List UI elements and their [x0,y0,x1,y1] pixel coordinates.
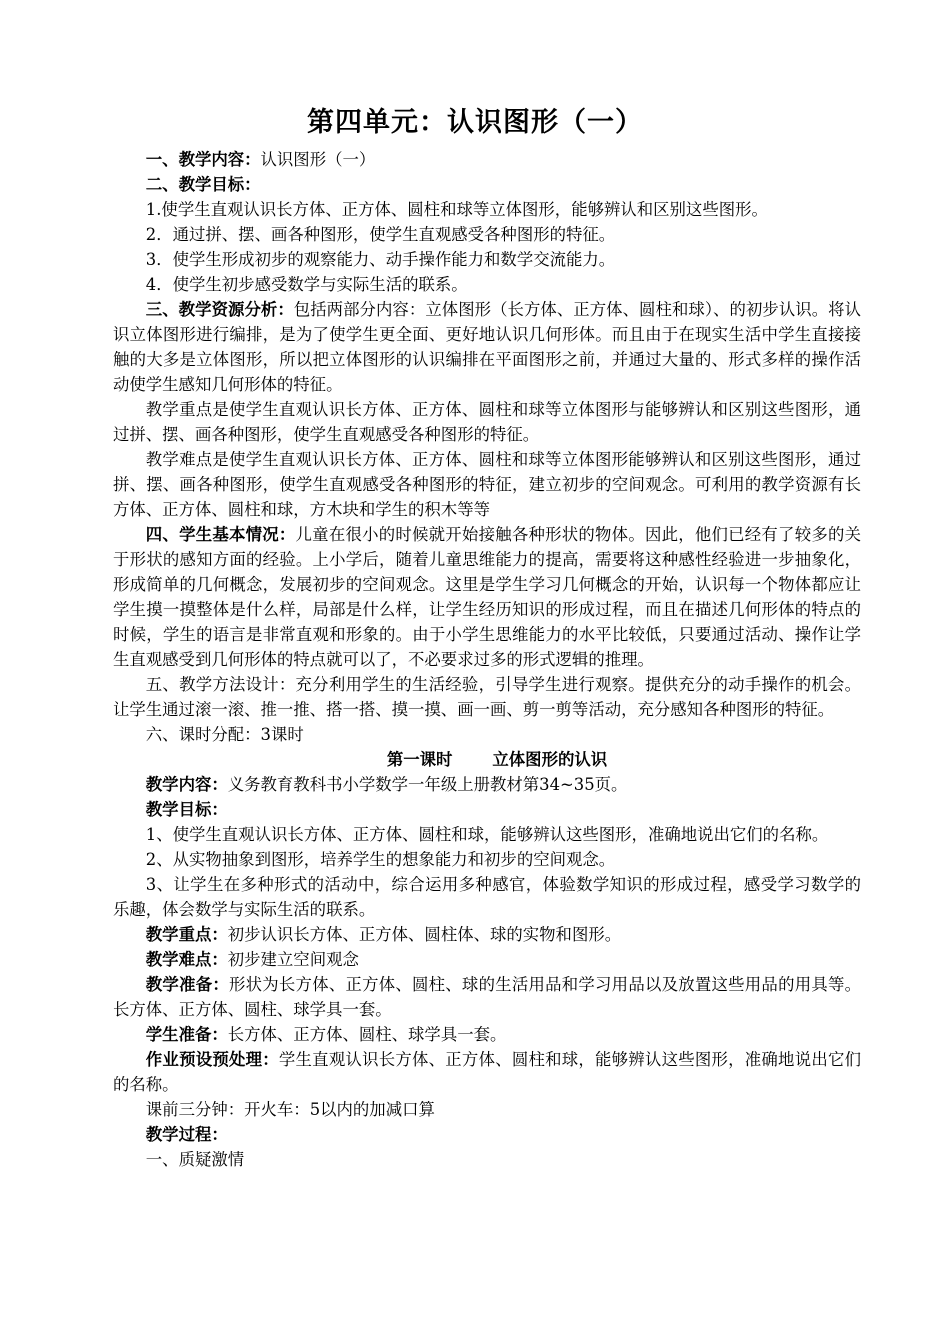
field-text: 学生直观认识长方体、正方体、圆柱和球，能够辨认这些图形，准确地说出它们的名称。 [113,1050,862,1094]
section-label: 三、教学资源分析： [145,300,294,319]
objective-item: 3、让学生在多种形式的活动中，综合运用多种感官，体验数学知识的形成过程，感受学习数学的乐趣，体会数学与实际生活的联系。 [113,875,861,919]
warmup-activity: 课前三分钟：开火车：5以内的加减口算 [145,1100,435,1119]
lesson-focus [113,922,861,947]
goal-item: 4．使学生初步感受数学与实际生活的联系。 [145,275,468,294]
field-label: 教学难点： [145,950,228,969]
field-label: 教学准备： [145,975,229,994]
student-preparation [113,1022,861,1047]
page-title: 第四单元：认识图形（一） [307,107,643,138]
objective-item: 1、使学生直观认识长方体、正方体、圆柱和球，能够辨认这些图形，准确地说出它们的名称。 [145,825,829,844]
field-label: 教学重点： [145,925,228,944]
goal-item: 1.使学生直观认识长方体、正方体、圆柱和球等立体图形，能够辨认和区别这些图形。 [145,200,768,219]
homework-preset [113,1047,861,1097]
field-label: 教学内容： [145,775,228,794]
objective-item: 2、从实物抽象到图形，培养学生的想象能力和初步的空间观念。 [145,850,616,869]
teaching-process [113,1122,861,1147]
lesson-content [113,772,861,797]
document-body [113,147,861,1172]
lesson-number: 第一课时 [386,750,453,769]
field-text: 义务教育教科书小学数学一年级上册教材第34~35页。 [227,775,628,794]
lesson-objectives [113,797,861,822]
section-method-design: 五、教学方法设计：充分利用学生的生活经验，引导学生进行观察。提供充分的动手操作的机会。让学生通过滚一滚、推一推、搭一搭、摸一摸、画一画、剪一剪等活动，充分感知各种图形的特征。 [113,675,861,719]
field-text: 初步认识长方体、正方体、圆柱体、球的实物和图形。 [227,925,622,944]
section-teaching-content [113,147,861,172]
section-text: 包括两部分内容：立体图形（长方体、正方体、圆柱和球）、的初步认识。将认识立体图形进行编排，是为了使学生更全面、更好地认识几何形体。而且由于在现实生活中学生直接接触的大多是立体图形，所以把立体图形的认识编排在平面图形之前，并通过大量的、形式多样的操作活动使学生感知几何形体的特征。 [113,300,861,394]
section-student-situation [113,522,861,672]
key-point-paragraph: 教学重点是使学生直观认识长方体、正方体、圆柱和球等立体图形与能够辨认和区别这些图形，通过拼、摆、画各种图形，使学生直观感受各种图形的特征。 [113,400,861,444]
lesson-difficulty [113,947,861,972]
section-schedule: 六、课时分配：3课时 [145,725,304,744]
section-teaching-goals [113,172,861,197]
section-text: 儿童在很小的时候就开始接触各种形状的物体。因此，他们已经有了较多的关于形状的感知方面的经验。上小学后，随着儿童思维能力的提高，需要将这种感性经验进一步抽象化，形成简单的几何概念，发展初步的空间观念。这里是学生学习几何概念的开始，认识每一个物体都应让学生摸一摸整体是什么样，局部是什么样，让学生经历知识的形成过程，而且在描述几何形体的特点的时候，学生的语言是非常直观和形象的。由于小学生思维能力的水平比较低，只要通过活动、操作让学生直观感受到几何形体的特点就可以了，不必要求过多的形式逻辑的推理。 [113,525,862,669]
difficulty-paragraph: 教学难点是使学生直观认识长方体、正方体、圆柱和球等立体图形能够辨认和区别这些图形，通过拼、摆、画各种图形，使学生直观感受各种图形的特征，建立初步的空间观念。可利用的教学资源有长方体、正方体、圆柱和球，方木块和学生的积木等等 [113,450,861,519]
section-label: 二、教学目标： [145,175,261,194]
goal-item: 3．使学生形成初步的观察能力、动手操作能力和数学交流能力。 [145,250,616,269]
field-label: 教学过程： [145,1125,228,1144]
section-resource-analysis [113,297,861,397]
field-label: 教学目标： [145,800,228,819]
lesson-heading [113,747,861,772]
field-label: 学生准备： [145,1025,228,1044]
section-label: 一、教学内容： [145,150,261,169]
lesson-topic: 立体图形的认识 [492,750,608,769]
field-label: 作业预设预处理： [145,1050,279,1069]
field-text: 长方体、正方体、圆柱、球学具一套。 [227,1025,507,1044]
teacher-preparation [113,972,861,1022]
goal-item: 2．通过拼、摆、画各种图形，使学生直观感受各种图形的特征。 [145,225,616,244]
section-label: 四、学生基本情况： [145,525,296,544]
field-text: 初步建立空间观念 [227,950,359,969]
field-text: 形状为长方体、正方体、圆柱、球的生活用品和学习用品以及放置这些用品的用具等。 长方体、正方体、圆柱、球学具一套。 [113,975,862,1019]
section-text: 认识图形（一） [260,150,376,169]
process-step: 一、质疑激情 [145,1150,245,1169]
